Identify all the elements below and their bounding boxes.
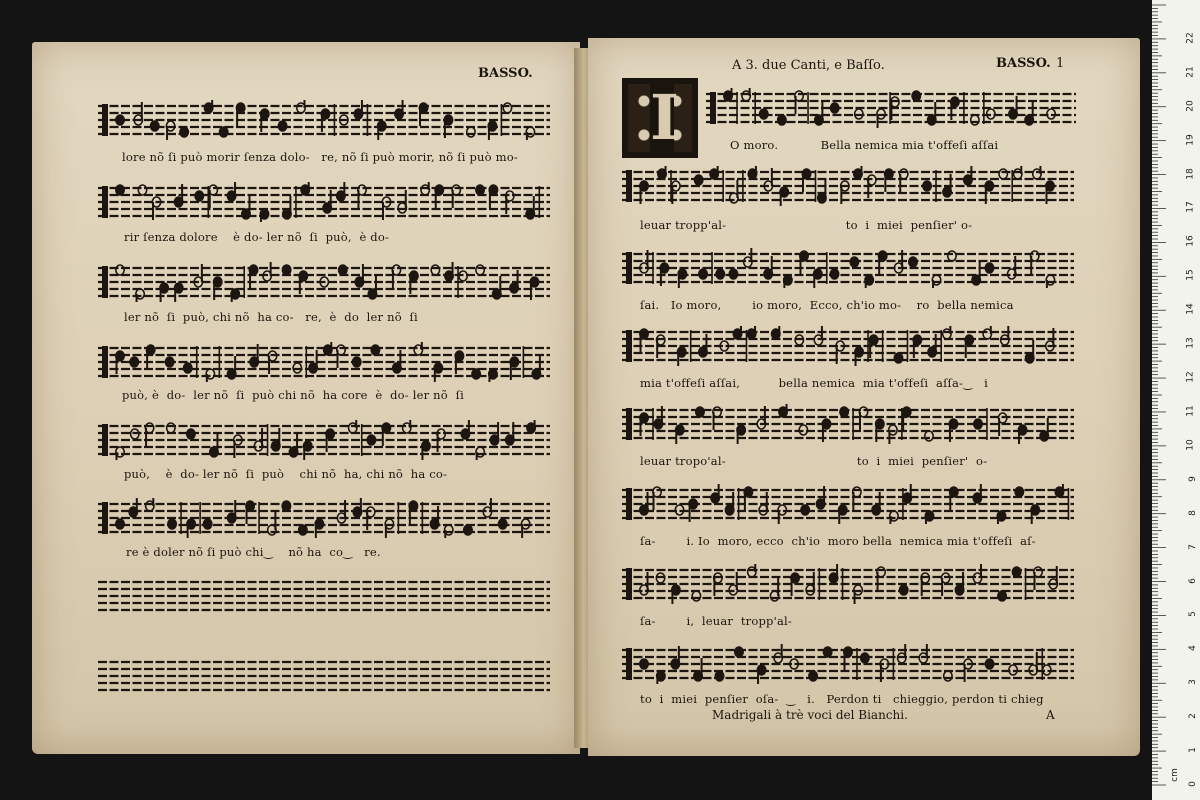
note-head xyxy=(1015,487,1023,497)
note-head xyxy=(476,185,484,195)
left-staff-8 xyxy=(98,656,550,696)
note-head xyxy=(809,671,817,681)
note-head xyxy=(187,429,195,439)
clef-icon xyxy=(626,330,632,362)
note-head xyxy=(985,659,993,669)
note-head xyxy=(282,265,290,275)
note-head xyxy=(464,525,472,535)
staff-lines xyxy=(622,248,1074,288)
right-lyric-4: mia t'offeſi aſſai, bella nemica mia t'offeſi aſſa-‿ i xyxy=(640,376,989,390)
left-staff-5 xyxy=(98,420,550,460)
clef-icon xyxy=(710,92,716,124)
right-staff-4 xyxy=(622,326,1074,366)
note-head xyxy=(180,127,188,137)
note-head xyxy=(830,103,838,113)
note-head xyxy=(944,671,952,681)
note-head xyxy=(1012,567,1020,577)
note-head xyxy=(278,121,286,131)
clef-icon xyxy=(102,346,108,378)
left-staff-3 xyxy=(98,262,550,302)
right-staff-5 xyxy=(622,404,1074,444)
staff-lines xyxy=(622,564,1074,604)
note-head xyxy=(184,363,192,373)
right-lyric-5: leuar tropo'al- to i miei penſier' o- xyxy=(640,454,988,468)
right-staff-6 xyxy=(622,484,1074,524)
note-head xyxy=(116,519,124,529)
clef-icon xyxy=(102,424,108,456)
note-head xyxy=(923,181,931,191)
clef-icon xyxy=(626,648,632,680)
staff-lines xyxy=(98,420,550,460)
note-head xyxy=(998,591,1006,601)
note-head xyxy=(476,265,484,275)
left-staff-6 xyxy=(98,498,550,538)
left-staff-7 xyxy=(98,576,550,616)
note-head xyxy=(431,265,439,275)
note-head xyxy=(715,671,723,681)
note-head xyxy=(729,269,737,279)
clef-icon xyxy=(626,568,632,600)
left-staff-4 xyxy=(98,342,550,382)
ruler-label: 17 xyxy=(1185,201,1196,214)
left-lyric-4: può, è do- ler nõ ſi può chi nõ ha core è do- ler nõ ſi xyxy=(122,388,464,402)
note-head xyxy=(339,265,347,275)
note-head xyxy=(999,169,1007,179)
clef-icon xyxy=(102,266,108,298)
staff-lines xyxy=(622,166,1074,206)
ruler-label: 14 xyxy=(1185,303,1196,315)
note-head xyxy=(692,591,700,601)
note-head xyxy=(760,109,768,119)
note-head xyxy=(467,127,475,137)
note-head xyxy=(830,269,838,279)
clef-icon xyxy=(626,170,632,202)
staff-lines xyxy=(706,88,1076,128)
note-head xyxy=(840,407,848,417)
left-staff-1 xyxy=(98,100,550,140)
note-head xyxy=(696,407,704,417)
note-head xyxy=(974,419,982,429)
note-head xyxy=(116,115,124,125)
staff-lines xyxy=(98,342,550,382)
note-head xyxy=(971,115,979,125)
note-head xyxy=(116,265,124,275)
ruler-label: 6 xyxy=(1188,577,1199,584)
note-head xyxy=(985,263,993,273)
clef-icon xyxy=(102,186,108,218)
note-head xyxy=(503,103,511,113)
ruler-label: 9 xyxy=(1188,475,1199,482)
ruler-unit: cm xyxy=(1170,768,1181,782)
decorated-initial xyxy=(622,78,698,158)
left-lyric-5: può, è do- ler nõ ſi può chi nõ ha, chi nõ ha co- xyxy=(124,467,448,481)
note-head xyxy=(116,185,124,195)
right-staff-2 xyxy=(622,166,1074,206)
clef-icon xyxy=(102,502,108,534)
staff-lines xyxy=(622,484,1074,524)
ruler-label: 11 xyxy=(1185,405,1196,417)
note-head xyxy=(778,115,786,125)
left-staff-2 xyxy=(98,182,550,222)
note-head xyxy=(823,647,831,657)
clef-icon xyxy=(626,252,632,284)
staff-lines xyxy=(622,404,1074,444)
note-head xyxy=(168,519,176,529)
page-number: 1 xyxy=(1056,56,1065,71)
left-lyric-2: rir ſenza dolore è do- ler nõ ſi può, è do- xyxy=(124,230,390,244)
note-head xyxy=(367,435,375,445)
note-head xyxy=(130,357,138,367)
note-head xyxy=(861,653,869,663)
right-staff-1 xyxy=(706,88,1076,128)
right-staff-3 xyxy=(622,248,1074,288)
left-lyric-3: ler nõ ſi può, chi nõ ha co- re, è do ler nõ ſi xyxy=(124,310,418,324)
note-head xyxy=(203,519,211,529)
measurement-ruler xyxy=(1152,0,1200,800)
ruler-label: 19 xyxy=(1185,133,1196,146)
staff-lines xyxy=(98,576,550,616)
note-head xyxy=(371,345,379,355)
note-head xyxy=(498,519,506,529)
note-head xyxy=(948,251,956,261)
right-page-header-voice: BASSO. xyxy=(996,56,1051,71)
ruler-label: 7 xyxy=(1188,543,1199,550)
ruler-label: 16 xyxy=(1185,235,1196,248)
clef-icon xyxy=(626,408,632,440)
note-head xyxy=(353,357,361,367)
staff-lines xyxy=(98,100,550,140)
right-lyric-2: leuar tropp'al- to i miei penſier' o- xyxy=(640,218,973,232)
note-head xyxy=(165,357,173,367)
note-head xyxy=(716,269,724,279)
right-staff-8 xyxy=(622,644,1074,684)
note-head xyxy=(299,525,307,535)
note-head xyxy=(640,659,648,669)
ruler-label: 15 xyxy=(1185,269,1196,282)
ruler-label: 21 xyxy=(1185,66,1196,78)
left-lyric-6: re è doler nõ ſi può chi‿ nõ ha co‿ re. xyxy=(126,545,381,559)
right-page-header-title: A 3. due Canti, e Baſſo. xyxy=(732,58,885,73)
note-head xyxy=(899,585,907,595)
staff-lines xyxy=(622,644,1074,684)
staff-lines xyxy=(98,262,550,302)
note-head xyxy=(912,91,920,101)
note-head xyxy=(699,269,707,279)
ruler-label: 2 xyxy=(1188,713,1199,720)
note-head xyxy=(472,369,480,379)
note-head xyxy=(850,257,858,267)
note-head xyxy=(925,431,933,441)
left-lyric-1: lore nõ ſi può morir ſenza dolo- re, nõ ſi può morir, nõ ſi può mo- xyxy=(122,150,518,164)
staff-lines xyxy=(98,656,550,696)
note-head xyxy=(694,175,702,185)
right-lyric-8: to i miei penſier oſa- ‿ i. Perdon ti chieggio, perdon ti chieg xyxy=(640,692,1044,706)
staff-lines xyxy=(98,182,550,222)
footer-title: Madrigali à trè voci del Bianchi. xyxy=(712,708,908,722)
note-head xyxy=(151,121,159,131)
ruler-label: 10 xyxy=(1185,439,1196,451)
note-head xyxy=(909,257,917,267)
right-staff-7 xyxy=(622,564,1074,604)
note-head xyxy=(894,353,902,363)
left-page-header: BASSO. xyxy=(478,66,533,81)
ruler-label: 3 xyxy=(1188,679,1199,686)
right-lyric-7: ſa- i, leuar tropp'al- xyxy=(640,614,792,628)
note-head xyxy=(801,505,809,515)
ruler-label: 1 xyxy=(1188,747,1199,753)
note-head xyxy=(282,501,290,511)
ruler-label: 12 xyxy=(1185,371,1196,383)
ruler-label: 13 xyxy=(1185,337,1196,349)
initial-letter: I xyxy=(650,81,680,154)
ruler-label: 8 xyxy=(1188,509,1199,516)
ruler-label: 0 xyxy=(1188,781,1199,787)
ruler-label: 20 xyxy=(1185,100,1196,112)
clef-icon xyxy=(102,104,108,136)
ruler-label: 4 xyxy=(1188,645,1199,652)
ruler-label: 22 xyxy=(1185,32,1196,44)
note-head xyxy=(735,647,743,657)
ruler-label: 18 xyxy=(1185,167,1196,180)
note-head xyxy=(167,423,175,433)
staff-lines xyxy=(622,326,1074,366)
note-head xyxy=(219,127,227,137)
right-lyric-6: ſa- i. Io moro, ecco ch'io moro bella nemica mia t'offeſi aſ- xyxy=(640,534,1036,548)
staff-lines xyxy=(98,498,550,538)
ruler-label: 5 xyxy=(1188,611,1199,618)
right-lyric-1: O moro. Bella nemica mia t'offeſi aſſai xyxy=(730,138,999,152)
signature-mark: A xyxy=(1046,708,1055,722)
note-head xyxy=(195,191,203,201)
note-head xyxy=(138,185,146,195)
right-lyric-3: ſai. Io moro, io moro, Ecco, ch'io mo- ro bella nemica xyxy=(640,298,1014,312)
clef-icon xyxy=(626,488,632,520)
